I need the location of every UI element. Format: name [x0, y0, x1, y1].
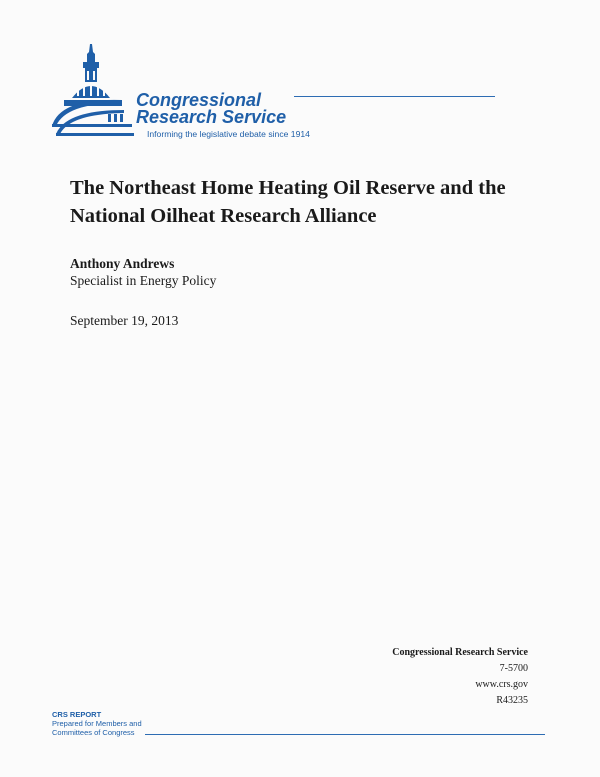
organization-name-line2: Research Service	[136, 107, 287, 127]
crs-logo	[50, 40, 550, 150]
footer-report-label: CRS REPORT	[52, 710, 102, 719]
footer-line1: Prepared for Members and	[52, 719, 142, 728]
publisher-website: www.crs.gov	[475, 679, 528, 690]
report-title: The Northeast Home Heating Oil Reserve and the National Oilheat Research Alliance	[70, 177, 506, 227]
report-number: R43235	[496, 695, 528, 706]
organization-name	[136, 92, 286, 126]
footer-label-block	[52, 710, 142, 737]
footer-line2: Committees of Congress	[52, 728, 135, 737]
author-name: Anthony Andrews	[70, 256, 175, 271]
publisher-phone: 7-5700	[499, 663, 528, 674]
author-role: Specialist in Energy Policy	[70, 273, 217, 288]
tagline-divider	[294, 96, 495, 97]
report-date: September 19, 2013	[70, 313, 179, 328]
footer-divider	[145, 734, 545, 735]
publisher-name: Congressional Research Service	[392, 647, 528, 658]
capitol-dome-icon	[50, 40, 140, 140]
organization-name-line1: Congressional	[136, 90, 262, 110]
publisher-info	[392, 645, 528, 709]
organization-tagline: Informing the legislative debate since 1914	[147, 129, 310, 139]
